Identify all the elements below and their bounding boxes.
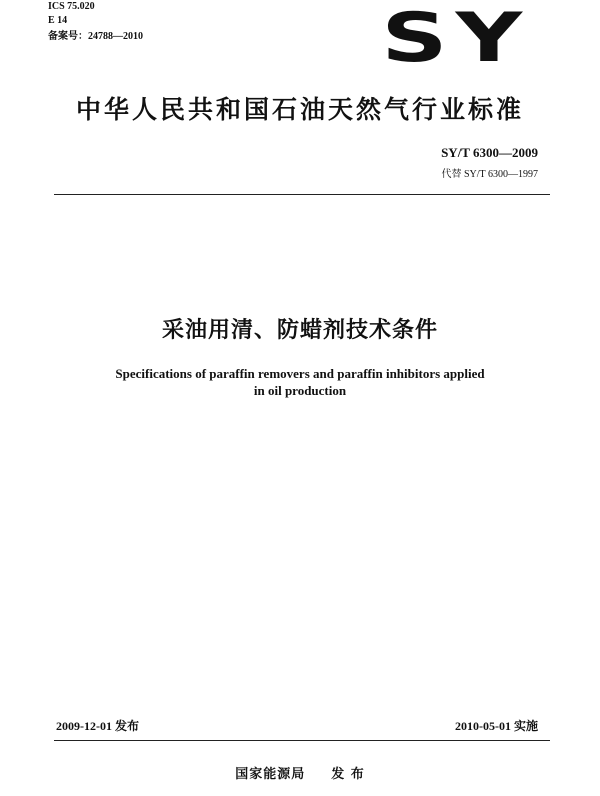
issuer-action: 发 布 <box>331 767 365 782</box>
document-title-english-line2: in oil production <box>253 383 347 398</box>
issuer-name: 国家能源局 <box>235 767 306 782</box>
classification-code: E 14 <box>48 15 68 26</box>
sy-logo: SY <box>381 0 530 78</box>
divider-bottom <box>54 740 550 741</box>
divider-top <box>54 194 550 195</box>
document-title-chinese: 采油用清、防蜡剂技术条件 <box>161 318 438 343</box>
issuer-line <box>0 763 600 782</box>
document-title-english-line1: Specifications of paraffin removers and paraffin inhibitors applied <box>115 366 485 381</box>
replaces-standard: 代替 SY/T 6300—1997 <box>441 169 538 180</box>
standard-code: SY/T 6300—2009 <box>441 145 538 160</box>
ics-code: ICS 75.020 <box>48 1 95 12</box>
organization-title: 中华人民共和国石油天然气行业标准 <box>75 95 524 124</box>
record-number: 备案号：24788—2010 <box>48 31 143 42</box>
issue-date: 2009-12-01 发布 <box>56 719 139 733</box>
implementation-date: 2010-05-01 实施 <box>455 719 538 733</box>
